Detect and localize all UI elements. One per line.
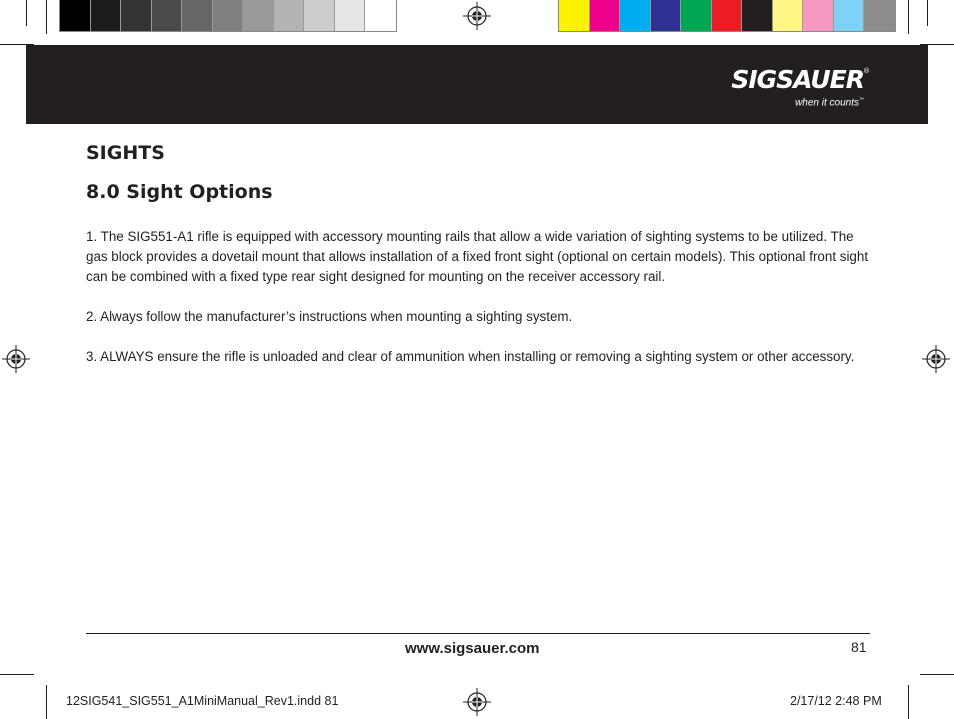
registration-mark-icon — [2, 345, 30, 373]
crop-mark — [908, 0, 909, 34]
paragraph: 3. ALWAYS ensure the rifle is unloaded and clear of ammunition when installing or removing a sighting system or other accessory. — [86, 349, 855, 364]
color-swatch — [834, 0, 865, 31]
color-swatch — [742, 0, 773, 31]
registration-mark-icon — [922, 345, 950, 373]
color-swatch — [590, 0, 621, 31]
color-swatch — [712, 0, 743, 31]
crop-mark — [920, 674, 954, 675]
sub-heading: 8.0 Sight Options — [86, 181, 273, 203]
color-swatch — [213, 0, 244, 31]
page-number: 81 — [851, 639, 867, 655]
color-swatch — [620, 0, 651, 31]
crop-mark — [46, 685, 47, 719]
logo-brand-sauer: SAUER — [776, 65, 864, 94]
registration-mark-icon — [463, 2, 491, 30]
color-swatch — [681, 0, 712, 31]
color-swatch — [91, 0, 122, 31]
color-swatch — [864, 0, 895, 31]
logo-tagline: when it counts™ — [795, 97, 864, 109]
color-swatch — [335, 0, 366, 31]
header-band — [26, 45, 928, 124]
logo-registered-mark: ® — [863, 67, 870, 75]
color-swatch — [182, 0, 213, 31]
body-text — [86, 227, 876, 387]
color-swatch — [773, 0, 804, 31]
crop-mark — [46, 0, 47, 34]
section-heading: SIGHTS — [86, 142, 165, 164]
footer-rule — [86, 633, 870, 634]
process-color-bar — [558, 0, 896, 32]
registration-mark-icon — [463, 688, 491, 716]
color-swatch — [304, 0, 335, 31]
color-swatch — [243, 0, 274, 31]
paragraph: 1. The SIG551-A1 rifle is equipped with accessory mounting rails that allow a wide variation of sighting systems to be utilized. The gas block provides a dovetail mount that allows installation of a fixed front sight (optional on certain models). This optional front sight can be combined with a fixed type rear sight designed for mounting on the receiver accessory rail. — [86, 229, 869, 284]
logo-brand-sig: SIG — [731, 65, 777, 94]
color-swatch — [60, 0, 91, 31]
color-swatch — [559, 0, 590, 31]
grayscale-color-bar — [59, 0, 397, 32]
sig-sauer-logo — [731, 65, 870, 115]
crop-mark — [908, 685, 909, 719]
paragraph: 2. Always follow the manufacturer’s instructions when mounting a sighting system. — [86, 309, 573, 324]
crop-mark — [927, 0, 928, 26]
slug-filename: 12SIG541_SIG551_A1MiniManual_Rev1.indd 81 — [66, 694, 339, 708]
color-swatch — [803, 0, 834, 31]
crop-mark — [0, 674, 34, 675]
color-swatch — [365, 0, 396, 31]
color-swatch — [152, 0, 183, 31]
color-swatch — [651, 0, 682, 31]
color-swatch — [121, 0, 152, 31]
slug-timestamp: 2/17/12 2:48 PM — [790, 694, 882, 708]
crop-mark — [26, 0, 27, 26]
footer-url: www.sigsauer.com — [405, 640, 540, 657]
color-swatch — [274, 0, 305, 31]
